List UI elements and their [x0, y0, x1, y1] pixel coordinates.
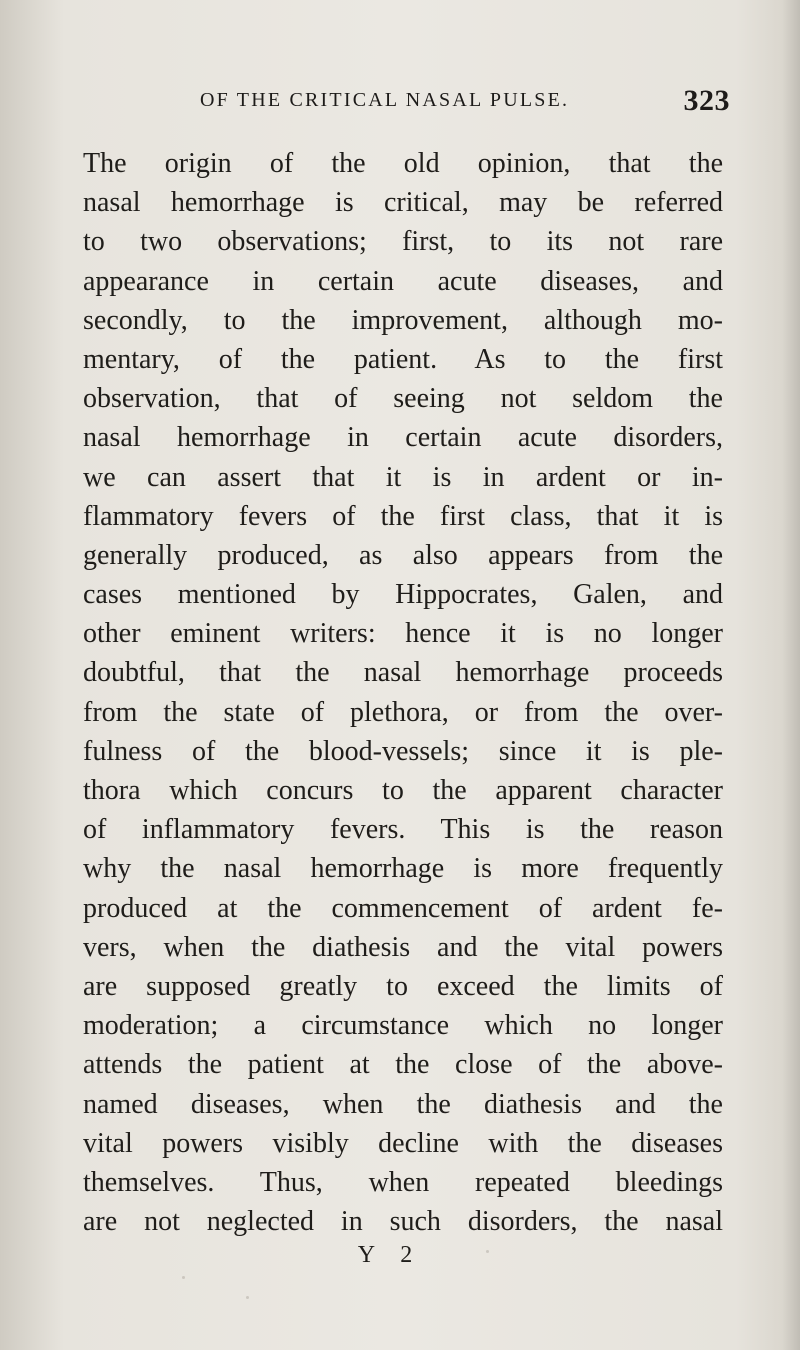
- text-line: The origin of the old opinion, that the: [83, 148, 723, 179]
- text-line: named diseases, when the diathesis and the: [83, 1088, 723, 1120]
- text-line: fulness of the blood-vessels; since it is ple-: [83, 735, 723, 767]
- page-number: 323: [683, 84, 730, 117]
- paper-speck: [182, 1276, 185, 1279]
- running-title: OF THE CRITICAL NASAL PULSE.: [200, 89, 570, 111]
- text-line: vers, when the diathesis and the vital powers: [83, 931, 723, 963]
- text-line: doubtful, that the nasal hemorrhage proceeds: [83, 657, 723, 689]
- text-line: to two observations; first, to its not rare: [83, 226, 723, 258]
- text-line: nasal hemorrhage in certain acute disorders,: [83, 422, 723, 454]
- text-line: nasal hemorrhage is critical, may be referred: [83, 187, 723, 219]
- body-text: [83, 144, 723, 1241]
- text-line: flammatory fevers of the first class, that it is: [83, 500, 723, 532]
- text-line: themselves. Thus, when repeated bleedings: [83, 1166, 723, 1198]
- text-line: observation, that of seeing not seldom the: [83, 383, 723, 415]
- text-line: are not neglected in such disorders, the nasal: [83, 1206, 723, 1238]
- text-line: of inflammatory fevers. This is the reason: [83, 814, 723, 846]
- page-header: [200, 84, 730, 118]
- text-line: cases mentioned by Hippocrates, Galen, and: [83, 579, 723, 611]
- text-line: vital powers visibly decline with the diseases: [83, 1127, 723, 1159]
- text-line: other eminent writers: hence it is no longer: [83, 618, 723, 650]
- text-line: why the nasal hemorrhage is more frequently: [83, 853, 723, 885]
- text-line: mentary, of the patient. As to the first: [83, 343, 723, 375]
- text-line: are supposed greatly to exceed the limits of: [83, 970, 723, 1002]
- text-line: thora which concurs to the apparent character: [83, 775, 723, 806]
- signature-mark: Y 2: [357, 1242, 423, 1268]
- text-line: from the state of plethora, or from the over-: [83, 696, 723, 728]
- text-line: generally produced, as also appears from the: [83, 539, 723, 571]
- text-line: moderation; a circumstance which no longer: [83, 1010, 723, 1042]
- text-line: produced at the commencement of ardent fe-: [83, 892, 723, 924]
- paper-speck: [246, 1296, 249, 1299]
- text-line: appearance in certain acute diseases, and: [83, 265, 723, 297]
- text-line: we can assert that it is in ardent or in-: [83, 461, 723, 493]
- text-line: attends the patient at the close of the above-: [83, 1049, 723, 1081]
- text-line: secondly, to the improvement, although mo-: [83, 304, 723, 336]
- paper-speck: [486, 1250, 489, 1253]
- page-edge-shadow: [782, 0, 800, 1350]
